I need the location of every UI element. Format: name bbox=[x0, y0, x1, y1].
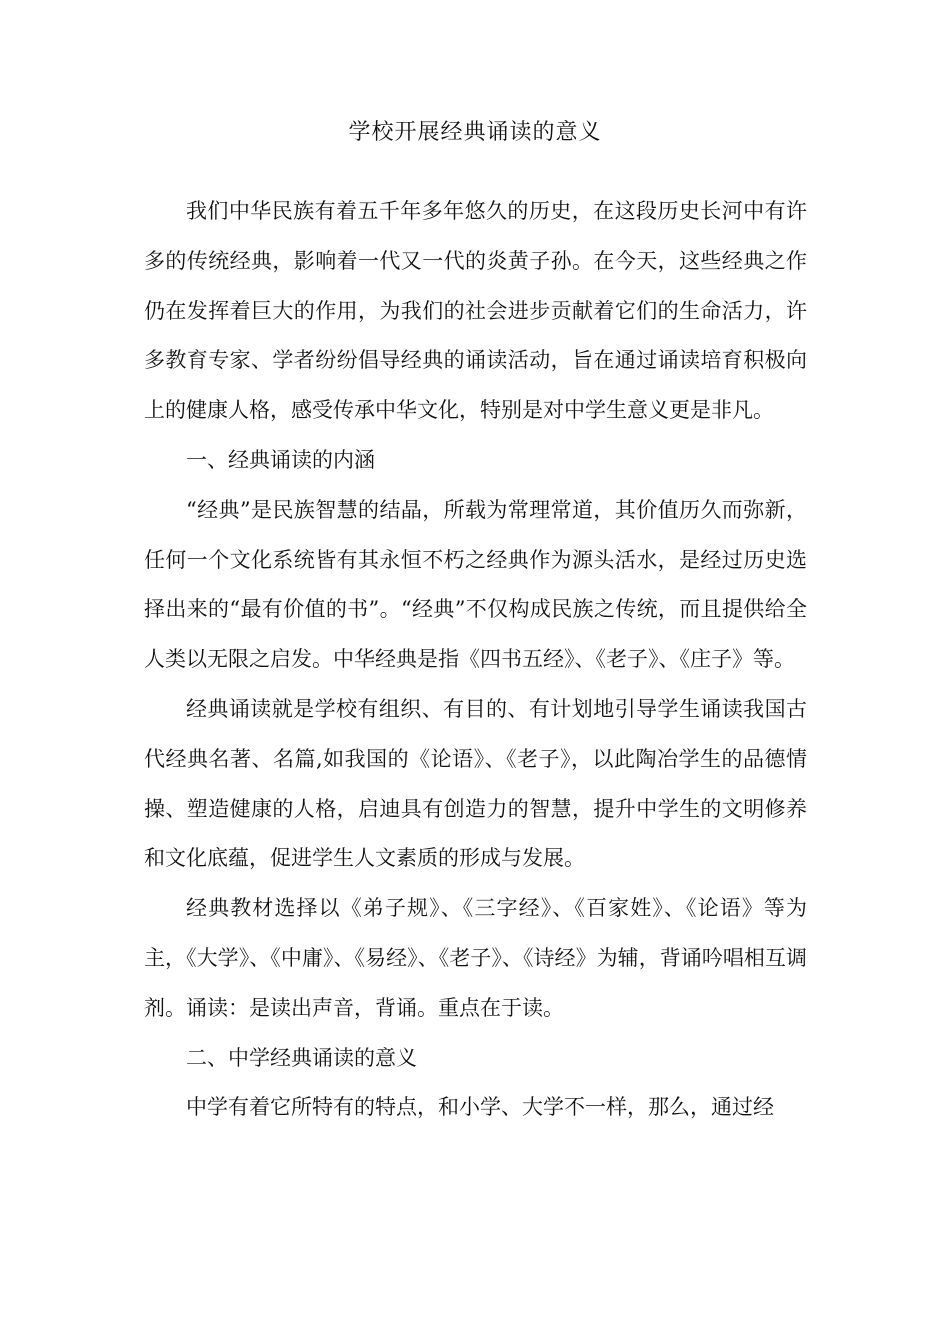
section-heading-2: 二、中学经典诵读的意义 bbox=[186, 1045, 417, 1070]
document-body bbox=[144, 187, 807, 1133]
paragraph-textbook-selection: 经典教材选择以《弟子规》、《三字经》、《百家姓》、《论语》等为主，《大学》、《中庸》、《易经》、《老子》、《诗经》为辅，背诵吟唱相互调剂。诵读：是读出声音，背诵。重点在于读。 bbox=[144, 896, 807, 1020]
document-title: 学校开展经典诵读的意义 bbox=[348, 120, 602, 145]
paragraph-classics-definition: “经典”是民族智慧的结晶，所载为常理常道，其价值历久而弥新，任何一个文化系统皆有其永恒不朽之经典作为源头活水，是经过历史选择出来的“最有价值的书”。“经典”不仅构成民族之传统，而且提供给全人类以无限之启发。中华经典是指《四书五经》、《老子》、《庄子》等。 bbox=[144, 497, 807, 672]
paragraph-intro: 我们中华民族有着五千年多年悠久的历史，在这段历史长河中有许多的传统经典，影响着一代又一代的炎黄子孙。在今天，这些经典之作仍在发挥着巨大的作用，为我们的社会进步贡献着它们的生命活力，许多教育专家、学者纷纷倡导经典的诵读活动，旨在通过诵读培育积极向上的健康人格，感受传承中华文化，特别是对中学生意义更是非凡。 bbox=[144, 199, 807, 423]
paragraph-middle-school: 中学有着它所特有的特点，和小学、大学不一样，那么，通过经 bbox=[186, 1095, 774, 1120]
paragraph-recitation-definition: 经典诵读就是学校有组织、有目的、有计划地引导学生诵读我国古代经典名著、名篇,如我国的《论语》、《老子》，以此陶冶学生的品德情操、塑造健康的人格，启迪具有创造力的智慧，提升中学生的文明修养和文化底蕴，促进学生人文素质的形成与发展。 bbox=[144, 696, 807, 871]
section-heading-1: 一、经典诵读的内涵 bbox=[186, 447, 375, 472]
